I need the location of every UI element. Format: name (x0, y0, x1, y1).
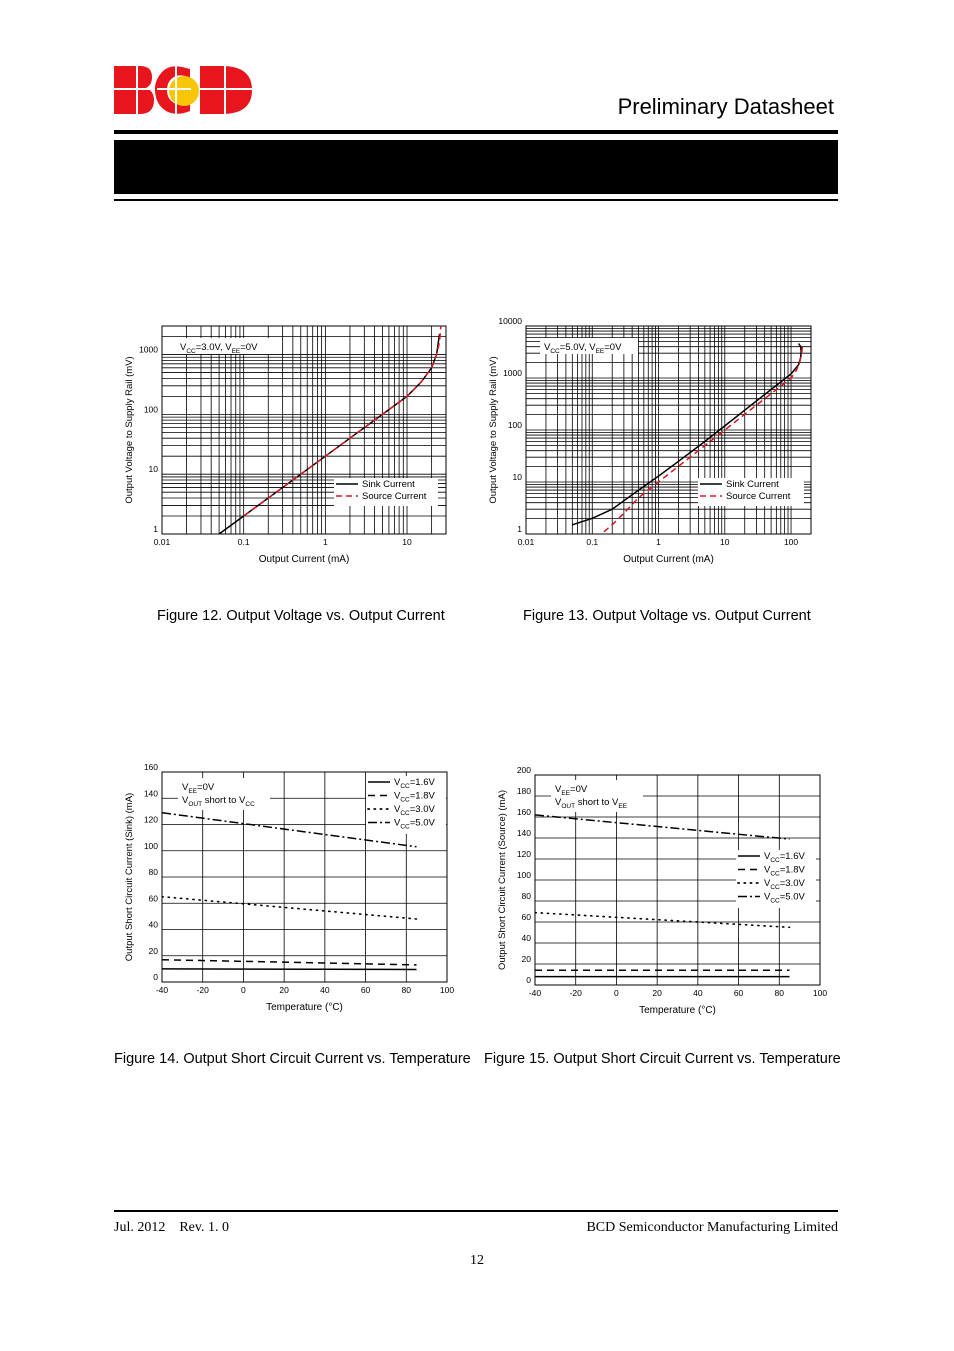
x-tick-label: 10 (402, 537, 412, 547)
series-line (162, 969, 417, 970)
y-tick-label: 100 (516, 870, 531, 880)
footer-rule (114, 1210, 838, 1212)
condition-annotation: $V_{EE}=0V$ (555, 784, 588, 797)
x-tick-label: 80 (401, 985, 412, 995)
condition-annotation: $V_{OUT}$ short to $V_{EE}$ (555, 797, 628, 810)
y-tick-label: 10 (512, 472, 522, 482)
series-line (162, 897, 417, 919)
x-tick-label: 80 (774, 988, 785, 998)
x-axis-label: Output Current (mA) (258, 554, 350, 565)
y-axis-label: Output Voltage to Supply Rail (mV) (124, 356, 135, 504)
x-tick-label: 0 (614, 988, 619, 998)
legend-label: $V_{CC}=5.0V$ (764, 891, 805, 905)
x-tick-label: 20 (652, 988, 662, 998)
legend-label: Sink Current (726, 479, 779, 490)
legend-label: Sink Current (362, 479, 415, 490)
legend-label: $V_{CC}=3.0V$ (394, 804, 435, 817)
condition-annotation: $V_{CC}=3.0V$, $V_{EE}=0V$ (180, 342, 258, 355)
y-tick-label: 80 (521, 891, 531, 901)
header-rule-top (114, 130, 838, 134)
y-tick-label: 60 (521, 912, 531, 922)
y-tick-label: 200 (516, 765, 531, 775)
x-tick-label: 10 (720, 537, 730, 547)
x-tick-label: -20 (569, 988, 582, 998)
condition-annotation: $V_{OUT}$ short to $V_{CC}$ (182, 795, 255, 808)
x-tick-label: 60 (733, 988, 744, 998)
condition-annotation: $V_{CC}=5.0V$, $V_{EE}=0V$ (544, 342, 622, 355)
y-tick-label: 80 (148, 867, 158, 877)
figure-12-caption: Figure 12. Output Voltage vs. Output Current (157, 608, 445, 624)
y-tick-label: 60 (148, 893, 158, 904)
y-tick-label: 0 (153, 972, 158, 982)
y-tick-label: 100 (143, 840, 158, 851)
x-tick-label: 0.01 (517, 537, 535, 547)
y-tick-label: 120 (516, 849, 531, 859)
condition-annotation: $V_{EE}=0V$ (182, 782, 215, 795)
y-tick-label: 1 (517, 524, 522, 534)
y-axis-label: Output Voltage to Supply Rail (mV) (488, 356, 499, 504)
x-tick-label: 0.1 (237, 537, 250, 547)
y-tick-label: 20 (521, 954, 531, 964)
x-tick-label: 1 (656, 537, 661, 547)
x-tick-label: 1 (322, 537, 328, 547)
legend-label: Source Current (726, 491, 791, 502)
series-line (162, 960, 417, 965)
x-tick-label: 40 (320, 985, 330, 995)
chart-fig14 (112, 762, 457, 1024)
x-tick-label: 0.1 (586, 537, 599, 547)
x-axis-label: Temperature (°C) (266, 1002, 343, 1013)
y-tick-label: 1000 (139, 344, 158, 355)
y-axis-label: Output Short Circuit Current (Source) (mA) (497, 789, 508, 971)
legend-label: $V_{CC}=5.0V$ (394, 817, 435, 831)
y-tick-label: 40 (148, 919, 158, 930)
x-tick-label: 100 (439, 985, 455, 995)
series-line (535, 913, 790, 928)
y-tick-label: 1 (153, 524, 158, 534)
bcd-logo (112, 64, 258, 116)
y-tick-label: 120 (143, 814, 158, 825)
figure-13-caption: Figure 13. Output Voltage vs. Output Current (523, 608, 811, 624)
x-tick-label: 0 (241, 985, 246, 995)
chart-fig13 (478, 312, 823, 574)
page-number: 12 (470, 1253, 484, 1268)
y-tick-label: 180 (516, 786, 531, 796)
x-tick-label: 20 (279, 985, 289, 995)
y-tick-label: 0 (526, 975, 531, 985)
y-tick-label: 10 (148, 464, 158, 475)
x-tick-label: -40 (528, 988, 542, 998)
y-tick-label: 20 (148, 945, 158, 956)
legend-label: $V_{CC}=1.6V$ (394, 777, 435, 790)
x-tick-label: 0.01 (153, 537, 171, 547)
y-tick-label: 140 (143, 788, 158, 799)
y-axis-label: Output Short Circuit Current (Sink) (mA) (124, 792, 135, 962)
header-black-band (114, 140, 838, 194)
legend-label: Source Current (362, 491, 427, 502)
header-title: Preliminary Datasheet (617, 94, 834, 119)
x-tick-label: 40 (693, 988, 703, 998)
x-tick-label: 60 (360, 985, 371, 995)
x-axis-label: Temperature (°C) (639, 1005, 716, 1016)
y-tick-label: 140 (516, 828, 531, 838)
x-tick-label: -20 (196, 985, 209, 995)
chart-fig15 (490, 762, 835, 1024)
x-tick-label: 100 (783, 537, 799, 547)
y-tick-label: 1000 (503, 368, 522, 378)
y-tick-label: 100 (507, 420, 522, 430)
x-tick-label: -40 (155, 985, 169, 995)
footer-company: BCD Semiconductor Manufacturing Limited (586, 1220, 838, 1235)
figure-14-caption: Figure 14. Output Short Circuit Current vs. Temperature (114, 1051, 471, 1067)
series-line (535, 815, 790, 839)
y-tick-label: 160 (143, 762, 158, 772)
y-tick-label: 10000 (498, 316, 522, 326)
footer-date-revision: Jul. 2012 Rev. 1. 0 (114, 1220, 229, 1235)
y-tick-label: 160 (516, 807, 531, 817)
legend-label: $V_{CC}=1.8V$ (394, 790, 435, 804)
fig14-series (162, 813, 417, 970)
legend-label: $V_{CC}=1.6V$ (764, 851, 805, 864)
y-tick-label: 40 (521, 933, 531, 943)
figure-15-caption: Figure 15. Output Short Circuit Current vs. Temperature (484, 1051, 841, 1067)
header-rule-bottom (114, 199, 838, 201)
x-axis-label: Output Current (mA) (623, 554, 714, 565)
x-tick-label: 100 (812, 988, 828, 998)
legend-label: $V_{CC}=1.8V$ (764, 864, 805, 878)
chart-fig12 (112, 312, 457, 574)
legend-label: $V_{CC}=3.0V$ (764, 878, 805, 891)
y-tick-label: 100 (143, 404, 158, 415)
